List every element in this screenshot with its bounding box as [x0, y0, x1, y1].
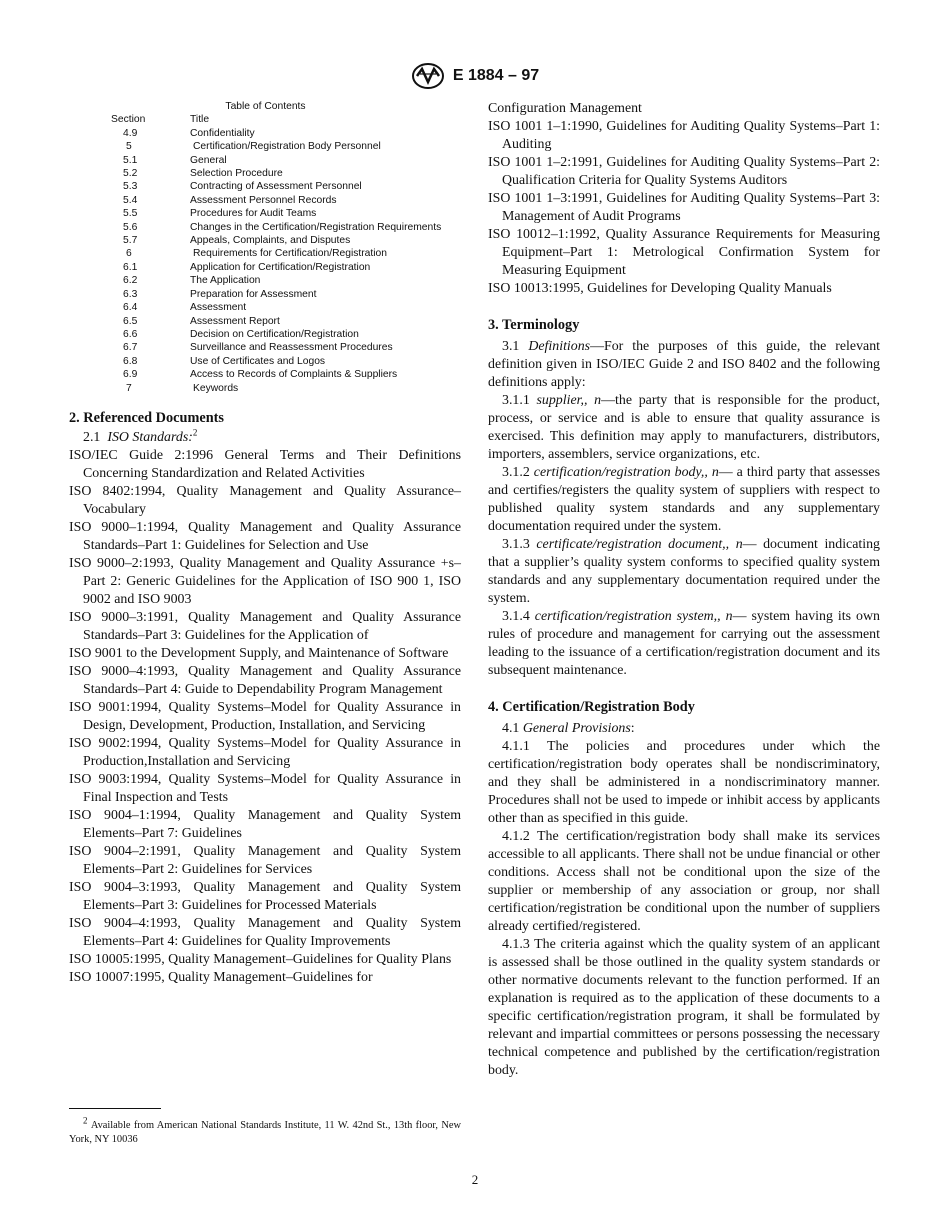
toc-row [111, 140, 456, 153]
page-header [0, 62, 950, 90]
toc-section-title: Procedures for Audit Teams [190, 208, 317, 220]
para-3-1-3 [488, 536, 880, 608]
toc-section-number: 6.4 [123, 302, 138, 314]
para-4-1-2: 4.1.2 The certification/registration body shall make its services accessible to all applicants. There shall not be undue financial or other conditions. Access shall not be conditional upon the size of the supplier or membership of any association or group, nor shall certification/registration be conditional upon the number of suppliers already certified/registered. [488, 829, 880, 934]
section-2-heading: 2. Referenced Documents [69, 409, 224, 426]
toc-row [111, 328, 456, 341]
para-text: — document indicating that a supplier’s quality system conforms to specified quality system standards and any supplementary documentation required under the system. [488, 537, 880, 606]
toc-row [111, 207, 456, 220]
reference-item: ISO 10012–1:1992, Quality Assurance Requirements for Measuring Equipment–Part 1: Metrological Confirmation System for Measuring Equipment [488, 227, 880, 278]
toc-row [111, 180, 456, 193]
toc-row [111, 194, 456, 207]
reference-item: ISO 1001 1–3:1991, Guidelines for Auditing Quality Systems–Part 3: Management of Audit Programs [488, 191, 880, 224]
para-text: —the party that is responsible for the product, process, or service and is able to ensure that quality assurance is exercised. This definition may apply to manufacturers, distributors, importers, assemblers, service organizations, etc. [488, 393, 880, 462]
section-3-heading: 3. Terminology [488, 317, 580, 333]
para-text: : [630, 721, 635, 736]
toc-row [111, 127, 456, 140]
reference-continuation: Configuration Management [488, 101, 642, 116]
toc-row [111, 355, 456, 368]
right-column [488, 100, 880, 1080]
subheading-title: ISO Standards: [107, 429, 193, 445]
part-of-speech: , n [725, 537, 743, 552]
toc-section-number: 6.6 [123, 328, 138, 340]
reference-item: ISO 1001 1–2:1991, Guidelines for Auditing Quality Systems–Part 2: Qualification Criteria for Quality Systems Auditors [488, 155, 880, 188]
toc-row [111, 301, 456, 314]
para-text: — a third party that assesses and certifies/registers the quality system of suppliers with respect to published quality system standards and any supplementary documentation required under the system. [488, 465, 880, 534]
reference-item: ISO 9001 to the Development Supply, and Maintenance of Software [69, 645, 449, 661]
reference-item: ISO 9003:1994, Quality Systems–Model for Quality Assurance in Final Inspection and Tests [69, 771, 461, 805]
reference-item: ISO 10005:1995, Quality Management–Guidelines for Quality Plans [69, 951, 452, 967]
toc-section-number: 5.4 [123, 194, 138, 206]
toc-section-number: 5.1 [123, 154, 138, 166]
part-of-speech: , n [583, 393, 602, 408]
toc-section-number: 5.6 [123, 221, 138, 233]
toc-section-number: 5.2 [123, 168, 138, 180]
reference-item: ISO 9004–4:1993, Quality Management and Quality System Elements–Part 4: Guidelines for Quality Improvements [69, 915, 461, 949]
document-designation: E 1884 – 97 [452, 67, 540, 84]
referenced-documents-list [69, 447, 461, 987]
toc-head-title: Title [190, 114, 210, 126]
toc-section-number: 4.9 [123, 127, 138, 139]
part-of-speech: , n [704, 465, 719, 480]
toc-section-title: Assessment [190, 302, 247, 314]
toc-caption: Table of Contents [225, 101, 306, 112]
reference-item: ISO 9001:1994, Quality Systems–Model for Quality Assurance in Design, Development, Production, Installation, and Servicing [69, 699, 461, 733]
toc-row [111, 247, 456, 260]
toc-section-number: 5 [126, 141, 132, 153]
toc-section-title: Requirements for Certification/Registration [193, 248, 388, 260]
toc-section-number: 6.2 [123, 275, 138, 287]
toc-section-number: 6.9 [123, 369, 138, 381]
reference-item: ISO 9004–1:1994, Quality Management and Quality System Elements–Part 7: Guidelines [69, 807, 461, 841]
term: certificate/registration document, [536, 537, 726, 552]
para-number: 4.1 [502, 721, 520, 736]
toc-header-row [111, 113, 456, 126]
para-3-1-4 [488, 608, 880, 680]
para-4-1-3: 4.1.3 The criteria against which the quality system of an applicant is assessed shall be those outlined in the quality system standards or other normative documents relevant to the function performed. If an explanation is required as to the application of these documents to a specific certification/registration program, it shall be formulated by relevant and impartial committees or persons possessing the necessary technical competence and published by the certification/registration body. [488, 937, 880, 1078]
toc-section-number: 6.8 [123, 355, 138, 367]
toc-section-title: Assessment Report [190, 315, 280, 327]
toc-section-number: 5.3 [123, 181, 138, 193]
toc-section-number: 5.5 [123, 208, 138, 220]
toc-row [111, 274, 456, 287]
toc-section-title: Changes in the Certification/Registration Requirements [190, 221, 442, 233]
footnote-mark: 2 [83, 1115, 88, 1126]
toc-section-number: 6.5 [123, 315, 138, 327]
term: certification/registration system, [534, 609, 718, 624]
toc-row [111, 341, 456, 354]
toc-head-section: Section [111, 114, 146, 126]
reference-item: ISO 10007:1995, Quality Management–Guidelines for [69, 969, 373, 985]
reference-item: ISO 9000–2:1993, Quality Management and Quality Assurance +s–Part 2: Generic Guidelines for the Application of ISO 900 1, ISO 9002 and ISO 9003 [69, 555, 461, 607]
reference-item: ISO 8402:1994, Quality Management and Quality Assurance–Vocabulary [69, 483, 461, 517]
footnote [69, 1108, 461, 1147]
toc-row [111, 167, 456, 180]
footnote-rule [69, 1108, 161, 1109]
toc-section-title: Use of Certificates and Logos [190, 355, 326, 367]
toc-section-title: Keywords [193, 382, 239, 394]
toc-row [111, 315, 456, 328]
left-column [69, 100, 461, 987]
section-4-heading: 4. Certification/Registration Body [488, 699, 695, 715]
para-number: 3.1.3 [502, 537, 530, 552]
footnote-body: Available from American National Standards Institute, 11 W. 42nd St., 13th floor, New York, NY 10036 [69, 1120, 461, 1145]
table-of-contents [111, 100, 456, 395]
para-number: 3.1 [502, 339, 520, 354]
toc-section-title: Preparation for Assessment [190, 288, 317, 300]
para-number: 3.1.1 [502, 393, 530, 408]
reference-item: ISO 1001 1–1:1990, Guidelines for Auditing Quality Systems–Part 1: Auditing [488, 119, 880, 152]
toc-rows [111, 127, 456, 395]
referenced-documents-list-continued [488, 118, 880, 298]
para-3-1-2 [488, 464, 880, 536]
toc-section-title: Access to Records of Complaints & Suppliers [190, 369, 398, 381]
toc-section-title: Certification/Registration Body Personnel [193, 141, 381, 153]
toc-section-number: 6.3 [123, 288, 138, 300]
toc-section-title: Selection Procedure [190, 168, 283, 180]
para-4-1 [488, 720, 880, 738]
reference-item: ISO/IEC Guide 2:1996 General Terms and Their Definitions Concerning Standardization and Related Activities [69, 447, 461, 481]
toc-row [111, 382, 456, 395]
para-3-1 [488, 338, 880, 392]
term: Definitions [528, 339, 591, 354]
footnote-mark: 2 [192, 427, 198, 438]
toc-section-title: Confidentiality [190, 127, 255, 139]
toc-row [111, 368, 456, 381]
toc-section-number: 6.1 [123, 261, 138, 273]
reference-item: ISO 9000–1:1994, Quality Management and Quality Assurance Standards–Part 1: Guidelines for Selection and Use [69, 519, 461, 553]
toc-section-title: Application for Certification/Registration [190, 261, 371, 273]
term: General Provisions [522, 721, 631, 736]
reference-item: ISO 9000–3:1991, Quality Management and Quality Assurance Standards–Part 3: Guidelines for the Application of [69, 609, 461, 643]
toc-row [111, 221, 456, 234]
toc-section-title: Decision on Certification/Registration [190, 328, 359, 340]
toc-row [111, 261, 456, 274]
toc-section-title: Contracting of Assessment Personnel [190, 181, 362, 193]
toc-section-number: 6 [126, 248, 132, 260]
term: supplier, [536, 393, 584, 408]
toc-row [111, 288, 456, 301]
toc-section-title: Assessment Personnel Records [190, 194, 337, 206]
subheading-number: 2.1 [83, 429, 101, 445]
toc-section-number: 5.7 [123, 235, 138, 247]
footnote-text [69, 1115, 461, 1147]
para-3-1-1 [488, 392, 880, 464]
para-number: 3.1.2 [502, 465, 530, 480]
reference-item: ISO 9000–4:1993, Quality Management and Quality Assurance Standards–Part 4: Guide to Dependability Program Management [69, 663, 461, 697]
toc-row [111, 154, 456, 167]
toc-section-title: General [190, 154, 227, 166]
reference-item: ISO 9002:1994, Quality Systems–Model for Quality Assurance in Production,Installation and Servicing [69, 735, 461, 769]
toc-section-title: Appeals, Complaints, and Disputes [190, 235, 351, 247]
reference-item: ISO 10013:1995, Guidelines for Developing Quality Manuals [488, 281, 832, 296]
toc-section-title: Surveillance and Reassessment Procedures [190, 342, 393, 354]
term: certification/registration body, [533, 465, 705, 480]
reference-item: ISO 9004–3:1993, Quality Management and Quality System Elements–Part 3: Guidelines for Processed Materials [69, 879, 461, 913]
toc-row [111, 234, 456, 247]
page-number: 2 [471, 1172, 479, 1187]
astm-logo-icon [411, 62, 445, 90]
para-4-1-1: 4.1.1 The policies and procedures under which the certification/registration body operates shall be nondiscriminatory, and they shall be administered in a nondiscriminatory manner. Procedures shall not be used to impede or inhibit access by applicants other than as specified in this guide. [488, 739, 880, 826]
para-text: — system having its own rules of procedure and management for carrying out the assessment leading to the issuance of a certification/registration document and its subsequent maintenance. [488, 609, 880, 678]
reference-item: ISO 9004–2:1991, Quality Management and Quality System Elements–Part 2: Guidelines for Services [69, 843, 461, 877]
para-text: —For the purposes of this guide, the relevant definition given in ISO/IEC Guide 2 and ISO 8402 and the following definitions apply: [488, 339, 880, 390]
toc-section-number: 6.7 [123, 342, 138, 354]
toc-section-title: The Application [190, 275, 261, 287]
toc-section-number: 7 [126, 382, 132, 394]
para-number: 3.1.4 [502, 609, 530, 624]
part-of-speech: , n [717, 609, 733, 624]
iso-standards-subheading [69, 429, 461, 447]
